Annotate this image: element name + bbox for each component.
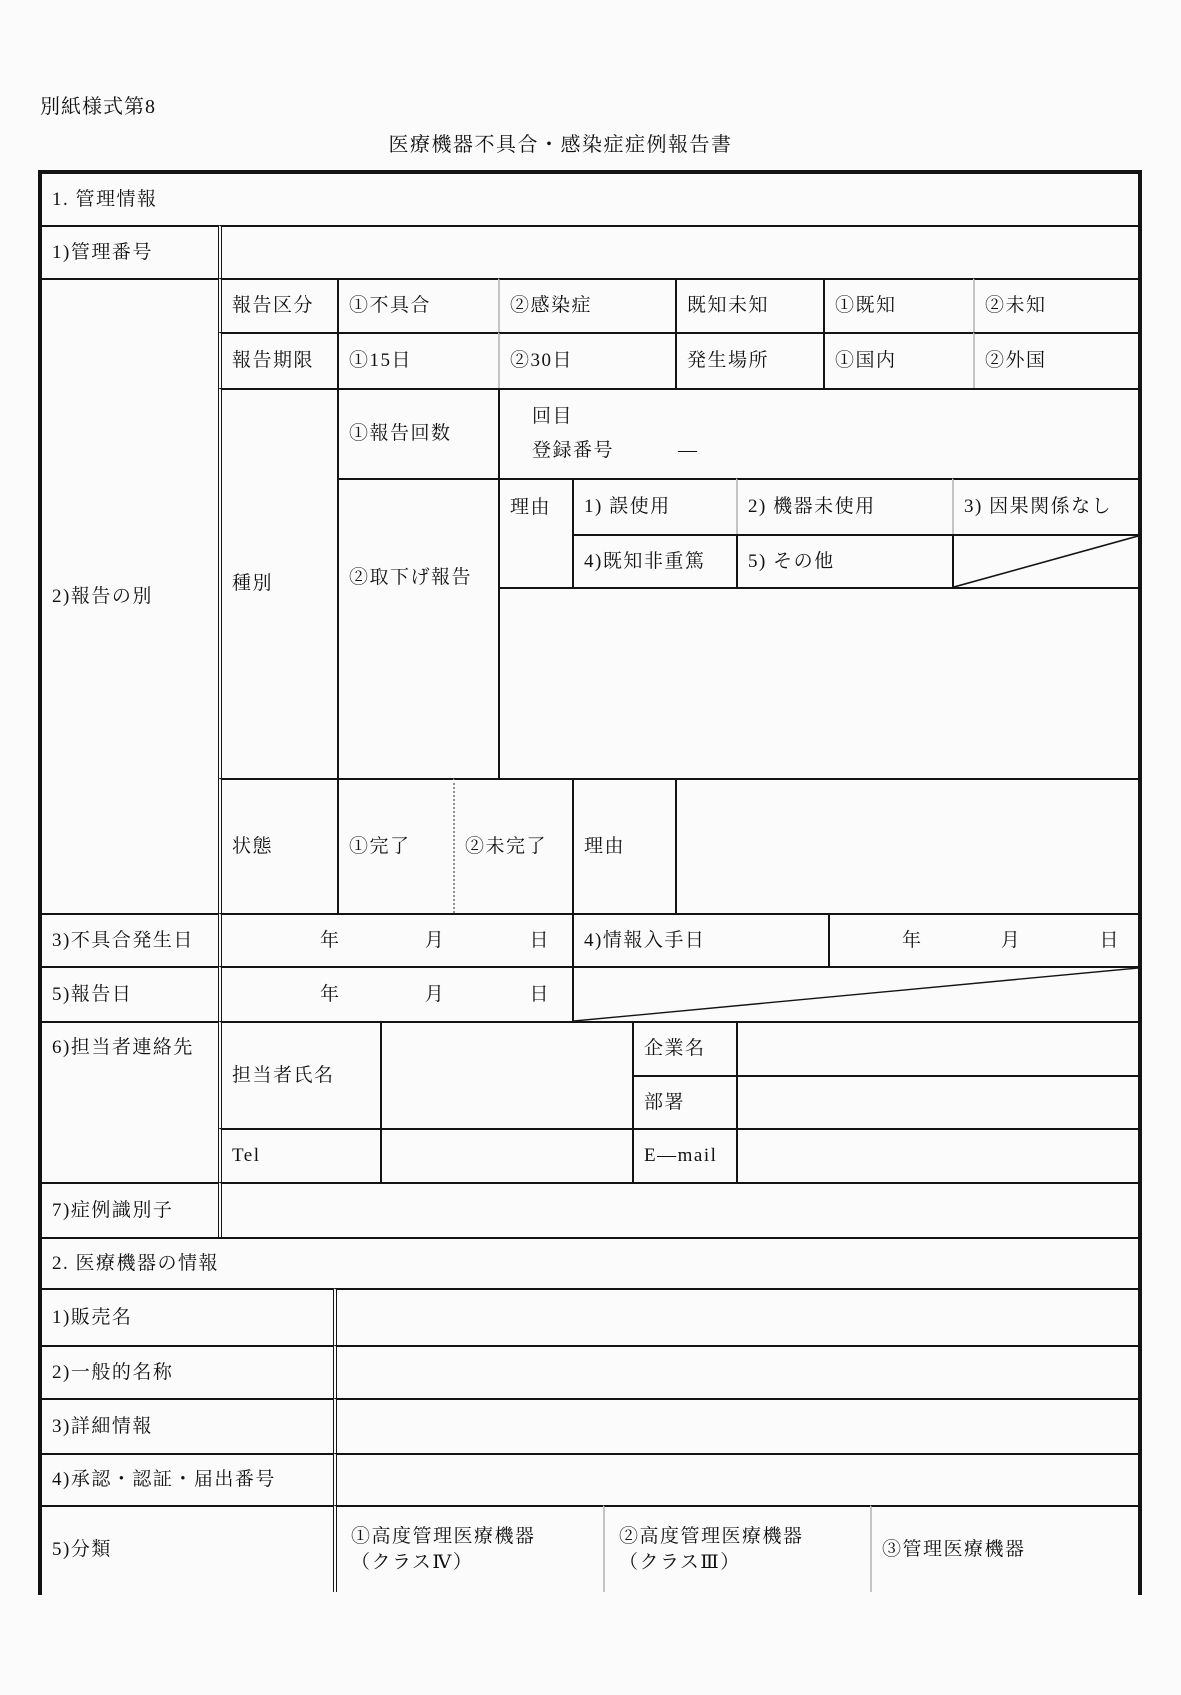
known-opt-known: ①既知 xyxy=(823,278,973,332)
deadline-opt-15days: ①15日 xyxy=(337,332,498,388)
report-count-label: ①報告回数 xyxy=(337,388,498,478)
report-category-opt-malfunction: ①不具合 xyxy=(337,278,498,332)
status-opt-completed: ①完了 xyxy=(337,778,453,913)
diagonal-slash-icon xyxy=(574,968,1138,1021)
type-label: 種別 xyxy=(218,388,337,778)
withdrawal-reason-device-unused: 2) 機器未使用 xyxy=(736,478,952,534)
place-label: 発生場所 xyxy=(675,332,823,388)
tel-value xyxy=(380,1128,632,1182)
report-date-blank-cell xyxy=(572,966,1138,1021)
report-form-table xyxy=(38,170,1142,1595)
report-category-label: 報告区分 xyxy=(218,278,337,332)
approval-number-label: 4)承認・認証・届出番号 xyxy=(42,1453,333,1505)
classification-opt-class3 xyxy=(603,1505,870,1592)
status-label: 状態 xyxy=(218,778,337,913)
email-label: E—mail xyxy=(632,1128,736,1182)
classification-opt-class4 xyxy=(333,1505,603,1592)
year-unit: 年 xyxy=(320,983,341,1005)
case-identifier-value xyxy=(218,1182,1138,1237)
section2-header: 2. 医療機器の情報 xyxy=(42,1237,1138,1288)
registration-number-line xyxy=(532,438,699,464)
contact-name-label: 担当者氏名 xyxy=(218,1021,380,1128)
info-received-date-label: 4)情報入手日 xyxy=(572,913,828,966)
generic-name-value xyxy=(333,1345,1138,1398)
approval-number-value xyxy=(333,1453,1138,1505)
detail-info-label: 3)詳細情報 xyxy=(42,1398,333,1453)
status-reason-value xyxy=(675,778,1138,913)
withdrawal-reason-misuse: 1) 誤使用 xyxy=(572,478,736,534)
year-unit: 年 xyxy=(320,929,341,951)
detail-info-value xyxy=(333,1398,1138,1453)
form-style-note: 別紙様式第8 xyxy=(40,96,156,118)
month-unit: 月 xyxy=(424,929,446,951)
withdrawal-reason-known-nonserious: 4)既知非重篤 xyxy=(572,534,736,587)
contact-name-value xyxy=(380,1021,632,1128)
registration-number-label: 登録番号 xyxy=(532,440,615,461)
generic-name-label: 2)一般的名称 xyxy=(42,1345,333,1398)
classification-opt-line1: ②高度管理医療機器 xyxy=(619,1525,804,1547)
company-label: 企業名 xyxy=(632,1021,736,1075)
day-unit: 日 xyxy=(1099,929,1120,951)
report-count-detail xyxy=(498,388,1138,478)
department-value xyxy=(736,1075,1138,1128)
withdrawal-reason-other: 5) その他 xyxy=(736,534,952,587)
classification-opt-line2: （クラスⅢ） xyxy=(619,1551,741,1573)
withdrawal-reason-blank-cell xyxy=(952,534,1138,587)
report-kind-label: 2)報告の別 xyxy=(42,278,218,913)
classification-opt-controlled: ③管理医療機器 xyxy=(870,1505,1138,1592)
classification-label: 5)分類 xyxy=(42,1505,333,1592)
department-label: 部署 xyxy=(632,1075,736,1128)
known-unknown-label: 既知未知 xyxy=(675,278,823,332)
known-opt-unknown: ②未知 xyxy=(973,278,1138,332)
place-opt-domestic: ①国内 xyxy=(823,332,973,388)
info-received-date-field xyxy=(828,913,1138,966)
withdrawal-report-label: ②取下げ報告 xyxy=(337,478,498,778)
email-value xyxy=(736,1128,1138,1182)
product-name-value xyxy=(333,1288,1138,1345)
malfunction-date-label: 3)不具合発生日 xyxy=(42,913,218,966)
withdrawal-detail-area xyxy=(498,587,1138,778)
mgmt-number-value xyxy=(218,225,1138,278)
report-date-label: 5)報告日 xyxy=(42,966,218,1021)
report-date-field xyxy=(218,966,572,1021)
withdrawal-reason-no-causality: 3) 因果関係なし xyxy=(952,478,1138,534)
company-value xyxy=(736,1021,1138,1075)
report-count-times-label: 回目 xyxy=(532,406,574,428)
classification-opt-line2: （クラスⅣ） xyxy=(351,1551,474,1573)
mgmt-number-label: 1)管理番号 xyxy=(42,225,218,278)
year-unit: 年 xyxy=(902,929,923,951)
registration-number-dash: — xyxy=(678,440,699,461)
case-identifier-label: 7)症例識別子 xyxy=(42,1182,218,1237)
month-unit: 月 xyxy=(1000,929,1022,951)
product-name-label: 1)販売名 xyxy=(42,1288,333,1345)
page-title: 医療機器不具合・感染症症例報告書 xyxy=(388,134,733,156)
section1-header: 1. 管理情報 xyxy=(52,188,158,210)
malfunction-date-field xyxy=(218,913,572,966)
status-opt-incomplete: ②未完了 xyxy=(453,778,572,913)
place-opt-foreign: ②外国 xyxy=(973,332,1138,388)
contact-section-label: 6)担当者連絡先 xyxy=(42,1021,218,1182)
diagonal-slash-icon xyxy=(954,536,1138,587)
day-unit: 日 xyxy=(529,983,550,1005)
status-reason-label: 理由 xyxy=(572,778,675,913)
month-unit: 月 xyxy=(424,983,446,1005)
tel-label: Tel xyxy=(218,1128,380,1182)
deadline-label: 報告期限 xyxy=(218,332,337,388)
classification-opt-line1: ①高度管理医療機器 xyxy=(351,1525,536,1547)
report-category-opt-infection: ②感染症 xyxy=(498,278,675,332)
withdrawal-reason-label: 理由 xyxy=(498,478,572,587)
day-unit: 日 xyxy=(529,929,550,951)
deadline-opt-30days: ②30日 xyxy=(498,332,675,388)
